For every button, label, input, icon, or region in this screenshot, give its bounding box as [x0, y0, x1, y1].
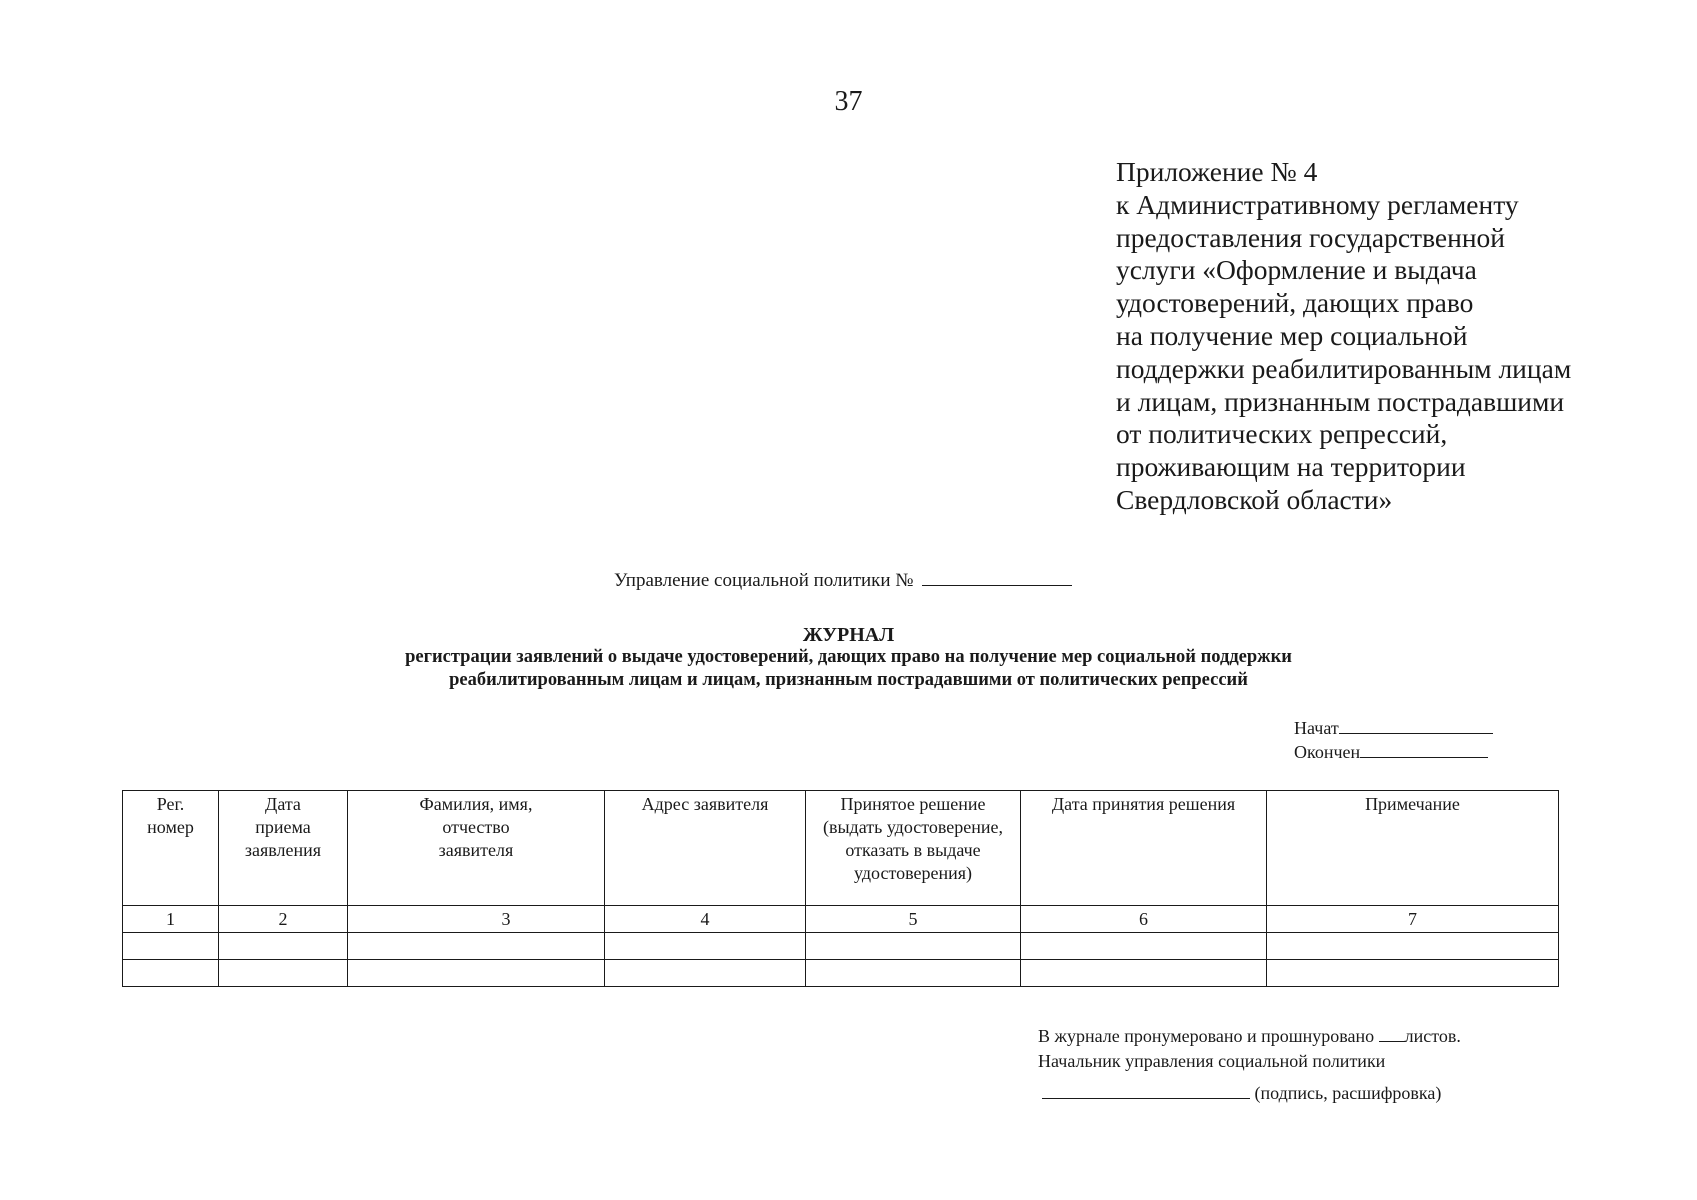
- appendix-line: проживающим на территории: [1116, 451, 1466, 483]
- ended-date-blank: [1360, 739, 1488, 758]
- table-cell: [348, 960, 605, 987]
- table-cell: [123, 960, 219, 987]
- column-number: 2: [219, 906, 348, 933]
- table-cell: [348, 933, 605, 960]
- footer-numbered-suffix: листов.: [1404, 1026, 1461, 1046]
- table-cell: [219, 960, 348, 987]
- table-cell: [219, 933, 348, 960]
- footer-numbered-prefix: В журнале пронумеровано и прошнуровано: [1038, 1026, 1375, 1046]
- journal-subtitle-line-1: регистрации заявлений о выдаче удостоверений, дающих право на получение мер социальной поддержки: [405, 647, 1292, 667]
- column-number: 3: [348, 906, 605, 933]
- table-row: [123, 933, 1559, 960]
- ended-label: Окончен: [1294, 742, 1361, 762]
- header-applicant-address: Адрес заявителя: [605, 791, 806, 906]
- department-label: Управление социальной политики №: [614, 570, 914, 591]
- header-decision: Принятое решение (выдать удостоверение, отказать в выдаче удостоверения): [806, 791, 1021, 906]
- column-number: 5: [806, 906, 1021, 933]
- footer-numbered-line: [1038, 1023, 1461, 1047]
- appendix-line: от политических репрессий,: [1116, 418, 1448, 450]
- department-number-blank: [922, 567, 1072, 586]
- table-cell: [1021, 960, 1267, 987]
- table-row: [123, 960, 1559, 987]
- table-cell: [123, 933, 219, 960]
- table-cell: [806, 960, 1021, 987]
- header-reg-number: Рег. номер: [123, 791, 219, 906]
- signature-blank: [1042, 1080, 1250, 1099]
- appendix-line: предоставления государственной: [1116, 221, 1506, 253]
- table-cell: [605, 960, 806, 987]
- appendix-header: [1116, 156, 1676, 517]
- footer-signature-line: [1042, 1080, 1441, 1104]
- appendix-line: и лицам, признанным пострадавшими: [1116, 385, 1565, 417]
- signature-label: (подпись, расшифровка): [1254, 1083, 1442, 1103]
- appendix-line: Приложение № 4: [1116, 156, 1318, 187]
- header-applicant-name: Фамилия, имя, отчество заявителя: [348, 791, 605, 906]
- footer-head-title: Начальник управления социальной политики: [1038, 1051, 1386, 1071]
- appendix-line: Свердловской области»: [1116, 483, 1393, 515]
- table-cell: [806, 933, 1021, 960]
- table-cell: [1267, 933, 1559, 960]
- header-application-date: Дата приема заявления: [219, 791, 348, 906]
- started-date-blank: [1339, 715, 1493, 734]
- column-number: 4: [605, 906, 806, 933]
- appendix-line: на получение мер социальной: [1116, 319, 1468, 351]
- journal-subtitle-line-2: реабилитированным лицам и лицам, признанным пострадавшими от политических репрессий: [449, 670, 1248, 690]
- table-header-row: [123, 791, 1559, 906]
- sheet-count-blank: [1379, 1023, 1405, 1042]
- appendix-line: удостоверений, дающих право: [1116, 287, 1474, 319]
- appendix-line: поддержки реабилитированным лицам: [1116, 352, 1572, 384]
- table-number-row: [123, 906, 1559, 933]
- journal-table: [122, 790, 1559, 987]
- header-decision-date: Дата принятия решения: [1021, 791, 1267, 906]
- journal-title: ЖУРНАЛ: [802, 624, 895, 646]
- started-label: Начат: [1294, 718, 1339, 738]
- header-note: Примечание: [1267, 791, 1559, 906]
- appendix-line: услуги «Оформление и выдача: [1116, 254, 1477, 286]
- started-line: [1294, 715, 1493, 739]
- column-number: 7: [1267, 906, 1559, 933]
- table-cell: [1267, 960, 1559, 987]
- column-number: 1: [123, 906, 219, 933]
- ended-line: [1294, 739, 1488, 763]
- column-number: 6: [1021, 906, 1267, 933]
- table-cell: [605, 933, 806, 960]
- appendix-line: к Административному регламенту: [1116, 188, 1519, 220]
- table-cell: [1021, 933, 1267, 960]
- department-line: [614, 567, 1072, 592]
- page-number: 37: [834, 86, 863, 117]
